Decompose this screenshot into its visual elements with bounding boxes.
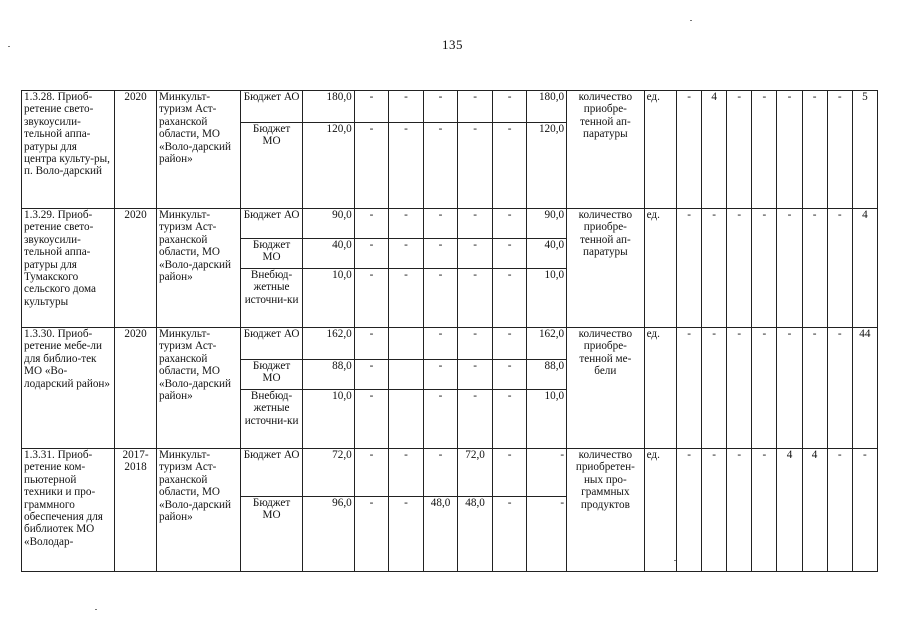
executor-cell: Минкульт-туризм Аст-раханской области, МО «Воло-дарский район» (156, 328, 240, 449)
year-amount-cell: - (354, 269, 389, 328)
year-amount-cell: 180,0 (527, 91, 567, 123)
target-value-cell: - (827, 91, 852, 209)
total-amount-cell: 120,0 (303, 123, 354, 209)
year-amount-cell: - (423, 360, 458, 390)
target-value-cell: - (677, 91, 702, 209)
indicator-cell: количество приобретен-ных про-граммных продуктов (567, 449, 644, 572)
target-value-cell: 44 (852, 328, 877, 449)
year-amount-cell: 90,0 (527, 209, 567, 239)
unit-cell: ед. (644, 328, 676, 449)
target-value-cell: - (752, 209, 777, 328)
target-value-cell: - (827, 328, 852, 449)
target-value-cell: - (777, 209, 802, 328)
indicator-cell: количество приобре-тенной ап-паратуры (567, 209, 644, 328)
year-amount-cell: - (492, 497, 527, 572)
unit-cell: ед. (644, 209, 676, 328)
year-amount-cell: - (423, 449, 458, 497)
target-value-cell: - (727, 91, 752, 209)
total-amount-cell: 96,0 (303, 497, 354, 572)
target-value-cell: - (827, 209, 852, 328)
year-amount-cell: - (423, 91, 458, 123)
total-amount-cell: 72,0 (303, 449, 354, 497)
year-amount-cell: - (423, 239, 458, 269)
total-amount-cell: 162,0 (303, 328, 354, 360)
year-amount-cell: - (354, 328, 389, 360)
measure-name-cell: 1.3.31. Приоб-ретение ком-пьютерной техники и про-граммного обеспечения для библиотек МО «Володар- (22, 449, 115, 572)
target-value-cell: 4 (802, 449, 827, 572)
target-value-cell: - (802, 328, 827, 449)
year-amount-cell: - (458, 209, 493, 239)
year-amount-cell: - (492, 269, 527, 328)
indicator-cell: количество приобре-тенной ап-паратуры (567, 91, 644, 209)
target-value-cell: 4 (702, 91, 727, 209)
total-amount-cell: 10,0 (303, 269, 354, 328)
table-row (22, 449, 878, 497)
year-amount-cell: - (492, 91, 527, 123)
year-amount-cell: - (492, 449, 527, 497)
year-amount-cell: 48,0 (458, 497, 493, 572)
year-amount-cell (389, 390, 424, 449)
year-amount-cell: - (354, 497, 389, 572)
total-amount-cell: 180,0 (303, 91, 354, 123)
target-value-cell: - (702, 209, 727, 328)
total-amount-cell: 40,0 (303, 239, 354, 269)
year-amount-cell: 72,0 (458, 449, 493, 497)
scan-speck (95, 609, 97, 610)
measures-table (21, 90, 878, 572)
year-amount-cell: - (423, 209, 458, 239)
target-value-cell: 4 (852, 209, 877, 328)
year-amount-cell: - (354, 209, 389, 239)
target-value-cell: - (677, 328, 702, 449)
funding-source-cell: Бюджет МО (240, 123, 303, 209)
executor-cell: Минкульт-туризм Аст-раханской области, МО «Воло-дарский район» (156, 449, 240, 572)
year-amount-cell: 162,0 (527, 328, 567, 360)
funding-source-cell: Бюджет АО (240, 328, 303, 360)
year-amount-cell: - (354, 390, 389, 449)
target-value-cell: - (802, 91, 827, 209)
year-amount-cell: - (389, 123, 424, 209)
target-value-cell: - (777, 328, 802, 449)
period-cell: 2020 (115, 209, 157, 328)
year-amount-cell: - (389, 449, 424, 497)
unit-cell: ед. (644, 449, 676, 572)
target-value-cell: - (777, 91, 802, 209)
funding-source-cell: Внебюд-жетные источни-ки (240, 390, 303, 449)
target-value-cell: - (727, 209, 752, 328)
funding-source-cell: Внебюд-жетные источни-ки (240, 269, 303, 328)
year-amount-cell: - (423, 269, 458, 328)
page-number: 135 (442, 37, 463, 52)
year-amount-cell: 40,0 (527, 239, 567, 269)
funding-source-cell: Бюджет АО (240, 91, 303, 123)
table-row (22, 209, 878, 239)
funding-source-cell: Бюджет МО (240, 497, 303, 572)
year-amount-cell: 10,0 (527, 390, 567, 449)
target-value-cell: - (827, 449, 852, 572)
total-amount-cell: 90,0 (303, 209, 354, 239)
funding-source-cell: Бюджет МО (240, 239, 303, 269)
table-row (22, 328, 878, 360)
year-amount-cell: - (423, 390, 458, 449)
target-value-cell: - (677, 209, 702, 328)
executor-cell: Минкульт-туризм Аст-раханской области, МО «Воло-дарский район» (156, 209, 240, 328)
scan-speck (8, 46, 10, 47)
total-amount-cell: 10,0 (303, 390, 354, 449)
funding-source-cell: Бюджет МО (240, 360, 303, 390)
total-amount-cell: 88,0 (303, 360, 354, 390)
target-value-cell: - (752, 91, 777, 209)
year-amount-cell: - (423, 123, 458, 209)
year-amount-cell: - (458, 390, 493, 449)
year-amount-cell: - (389, 239, 424, 269)
year-amount-cell: - (492, 239, 527, 269)
target-value-cell: - (802, 209, 827, 328)
year-amount-cell: - (389, 497, 424, 572)
target-value-cell: - (727, 328, 752, 449)
scan-speck (674, 560, 676, 561)
scan-speck (690, 20, 692, 21)
measure-name-cell: 1.3.28. Приоб-ретение свето-звукоусили-тельной аппа-ратуры для центра культу-ры, п. Воло-дарский (22, 91, 115, 209)
target-value-cell: - (702, 328, 727, 449)
year-amount-cell: - (389, 269, 424, 328)
year-amount-cell: - (492, 123, 527, 209)
year-amount-cell: - (458, 91, 493, 123)
year-amount-cell: - (492, 390, 527, 449)
target-value-cell: - (727, 449, 752, 572)
target-value-cell: - (752, 449, 777, 572)
year-amount-cell: - (354, 449, 389, 497)
target-value-cell: - (702, 449, 727, 572)
target-value-cell: - (852, 449, 877, 572)
year-amount-cell: - (492, 328, 527, 360)
period-cell: 2020 (115, 91, 157, 209)
year-amount-cell: - (458, 360, 493, 390)
target-value-cell: - (677, 449, 702, 572)
year-amount-cell: - (458, 328, 493, 360)
year-amount-cell: - (423, 328, 458, 360)
year-amount-cell: - (458, 123, 493, 209)
table-row (22, 91, 878, 123)
year-amount-cell: - (492, 360, 527, 390)
year-amount-cell: - (389, 209, 424, 239)
year-amount-cell: - (354, 91, 389, 123)
year-amount-cell: - (354, 360, 389, 390)
year-amount-cell (389, 360, 424, 390)
target-value-cell: 4 (777, 449, 802, 572)
year-amount-cell: 48,0 (423, 497, 458, 572)
year-amount-cell: - (458, 269, 493, 328)
period-cell: 2017-2018 (115, 449, 157, 572)
target-value-cell: - (752, 328, 777, 449)
funding-source-cell: Бюджет АО (240, 449, 303, 497)
year-amount-cell: - (354, 123, 389, 209)
year-amount-cell: 120,0 (527, 123, 567, 209)
year-amount-cell: - (389, 91, 424, 123)
year-amount-cell: - (527, 449, 567, 497)
target-value-cell: 5 (852, 91, 877, 209)
year-amount-cell: - (458, 239, 493, 269)
year-amount-cell: - (492, 209, 527, 239)
unit-cell: ед. (644, 91, 676, 209)
year-amount-cell (389, 328, 424, 360)
indicator-cell: количество приобре-тенной ме-бели (567, 328, 644, 449)
year-amount-cell: 10,0 (527, 269, 567, 328)
year-amount-cell: - (527, 497, 567, 572)
year-amount-cell: 88,0 (527, 360, 567, 390)
year-amount-cell: - (354, 239, 389, 269)
executor-cell: Минкульт-туризм Аст-раханской области, МО «Воло-дарский район» (156, 91, 240, 209)
funding-source-cell: Бюджет АО (240, 209, 303, 239)
measure-name-cell: 1.3.30. Приоб-ретение мебе-ли для библио-тек МО «Во-лодарский район» (22, 328, 115, 449)
period-cell: 2020 (115, 328, 157, 449)
measure-name-cell: 1.3.29. Приоб-ретение свето-звукоусили-тельной аппа-ратуры для Тумакского сельского дома культуры (22, 209, 115, 328)
